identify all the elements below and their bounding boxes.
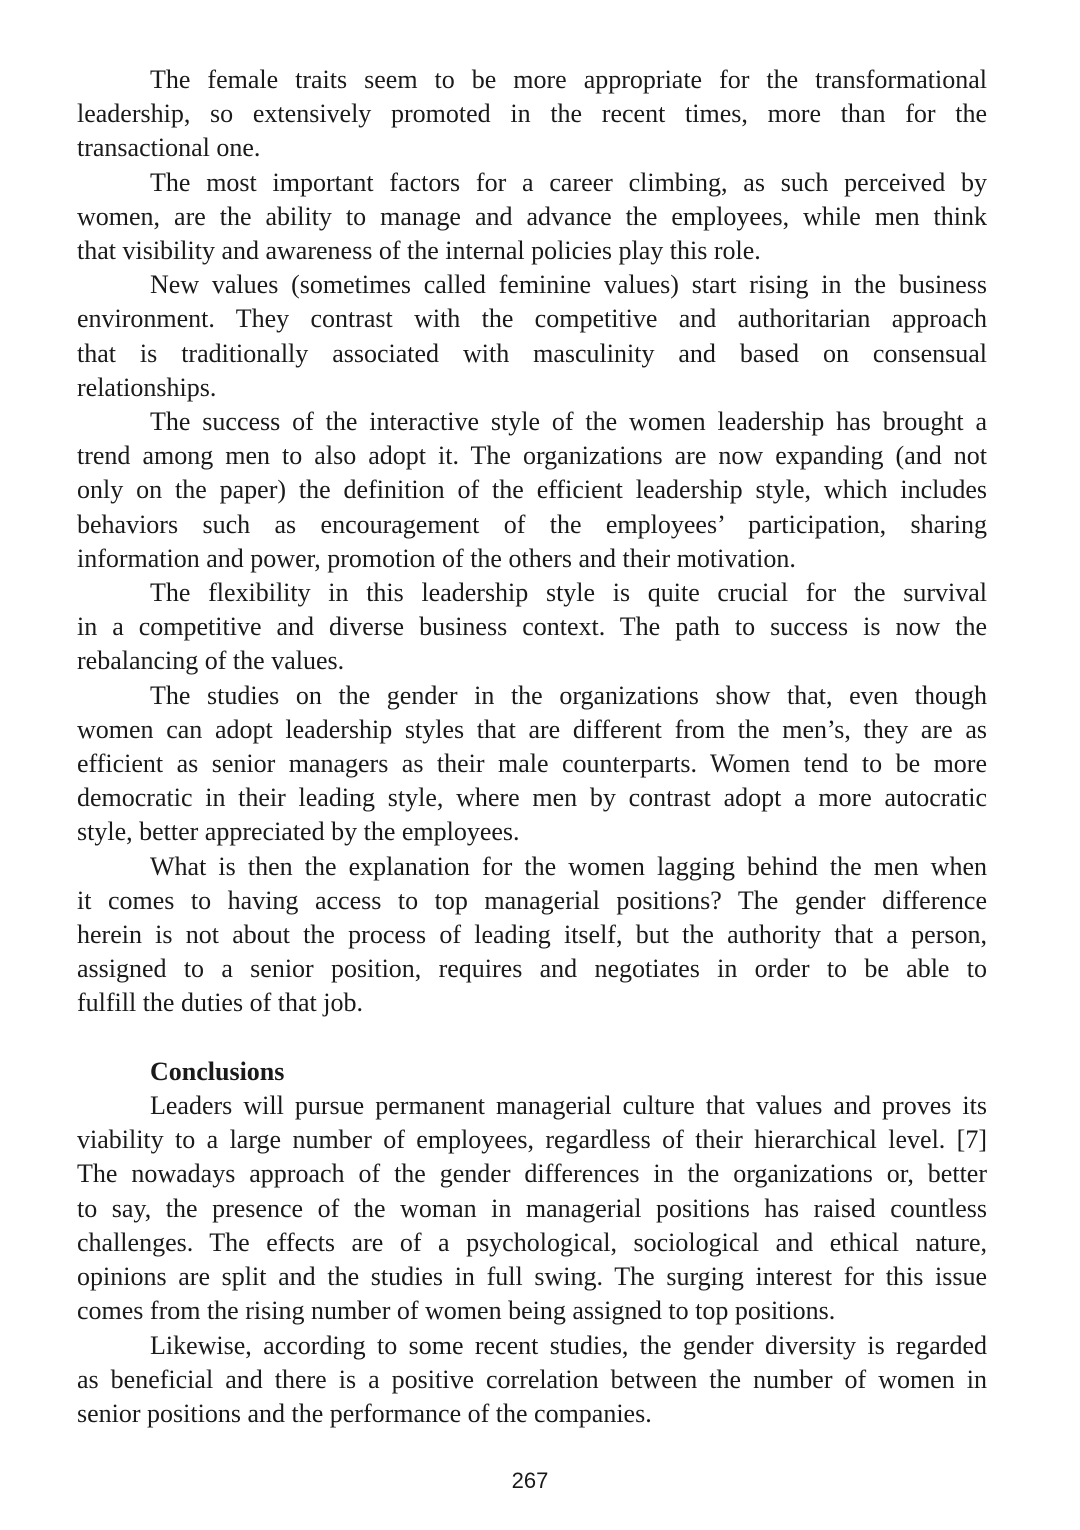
text-line: Likewise, according to some recent studies, the gender diversity is regarded [150,1330,987,1360]
text-line: that visibility and awareness of the internal policies play this role. [77,236,761,266]
text-line: style, better appreciated by the employees. [77,817,520,847]
text-line: only on the paper) the definition of the efficient leadership style, which includes [77,475,987,505]
paragraph [77,850,987,1021]
conclusions-heading: Conclusions [150,1056,285,1086]
text-line: challenges. The effects are of a psychological, sociological and ethical nature, [77,1227,987,1257]
text-line: it comes to having access to top managerial positions? The gender difference [77,885,987,915]
text-line: democratic in their leading style, where men by contrast adopt a more autocratic [77,783,987,813]
text-line: women can adopt leadership styles that are different from the men’s, they are as [77,714,987,744]
text-line: senior positions and the performance of the companies. [77,1398,652,1428]
text-line: transactional one. [77,133,261,163]
text-line: that is traditionally associated with masculinity and based on consensual [77,338,987,368]
text-line: viability to a large number of employees, regardless of their hierarchical level. [7] [77,1125,987,1155]
text-line: The studies on the gender in the organizations show that, even though [150,680,987,710]
text-line: opinions are split and the studies in full swing. The surging interest for this issue [77,1262,987,1292]
text-line: Leaders will pursue permanent managerial culture that values and proves its [150,1091,987,1121]
text-line: in a competitive and diverse business context. The path to success is now the [77,612,987,642]
text-line: relationships. [77,372,217,402]
text-line: rebalancing of the values. [77,646,345,676]
body-section [77,63,987,1021]
text-line: to say, the presence of the woman in managerial positions has raised countless [77,1193,987,1223]
text-line: fulfill the duties of that job. [77,988,363,1018]
page-body [77,63,987,1431]
text-line: trend among men to also adopt it. The organizations are now expanding (and not [77,441,987,471]
text-line: environment. They contrast with the competitive and authoritarian approach [77,304,987,334]
paragraph [77,1089,987,1328]
text-line: herein is not about the process of leading itself, but the authority that a person, [77,920,987,950]
text-line: The female traits seem to be more appropriate for the transformational [150,65,987,94]
text-line: leadership, so extensively promoted in the recent times, more than for the [77,99,987,129]
conclusions-section [77,1089,987,1431]
text-line: women, are the ability to manage and advance the employees, while men think [77,201,987,231]
text-line: The success of the interactive style of the women leadership has brought a [150,407,987,437]
paragraph [77,576,987,679]
paragraph [77,166,987,269]
section-gap [77,1021,987,1055]
text-line: The most important factors for a career climbing, as such perceived by [150,167,987,197]
text-line: efficient as senior managers as their male counterparts. Women tend to be more [77,749,987,779]
paragraph [77,63,987,166]
text-line: The flexibility in this leadership style is quite crucial for the survival [150,578,987,608]
paragraph [77,1329,987,1432]
text-line: as beneficial and there is a positive correlation between the number of women in [77,1364,987,1394]
text-line: New values (sometimes called feminine values) start rising in the business [150,270,987,300]
text-line: What is then the explanation for the women lagging behind the men when [150,851,987,881]
text-line: information and power, promotion of the others and their motivation. [77,543,796,573]
text-line: comes from the rising number of women being assigned to top positions. [77,1296,836,1326]
page-number: 267 [511,1468,549,1493]
text-line: behaviors such as encouragement of the employees’ participation, sharing [77,509,987,539]
paragraph [77,679,987,850]
paragraph [77,268,987,405]
paragraph [77,405,987,576]
text-line: assigned to a senior position, requires and negotiates in order to be able to [77,954,987,984]
text-line: The nowadays approach of the gender differences in the organizations or, better [77,1159,987,1189]
